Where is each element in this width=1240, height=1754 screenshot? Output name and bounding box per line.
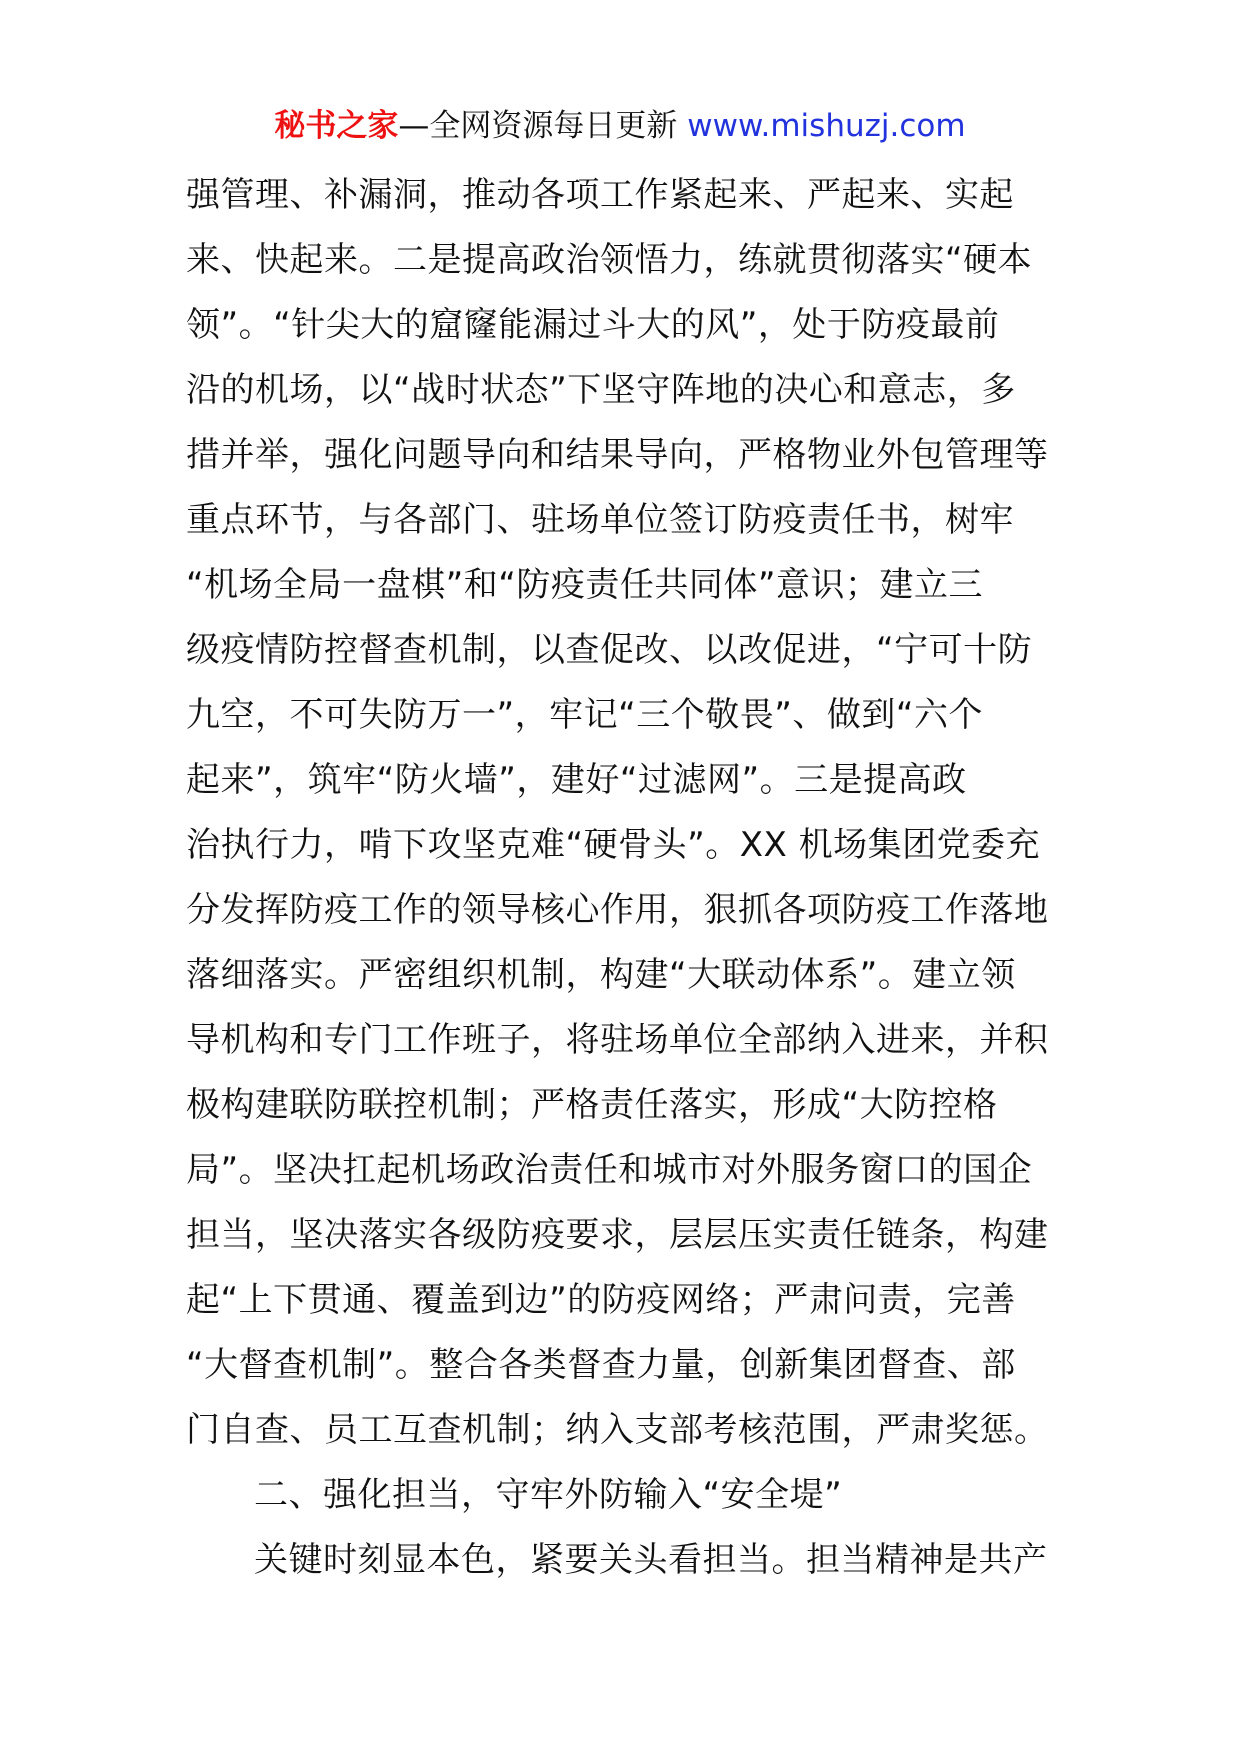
body-line: 极构建联防联控机制；严格责任落实，形成“大防控格 bbox=[186, 1085, 998, 1125]
body-line: 落细落实。严密组织机制，构建“大联动体系”。建立领 bbox=[186, 955, 1016, 995]
paragraph-start-line: 关键时刻显本色，紧要关头看担当。担当精神是共产 bbox=[254, 1540, 1048, 1580]
body-line: 九空，不可失防万一”，牢记“三个敬畏”、做到“六个 bbox=[186, 695, 983, 735]
header-brand: 秘书之家 bbox=[274, 108, 399, 144]
body-line: 起来”，筑牢“防火墙”，建好“过滤网”。三是提高政 bbox=[186, 760, 967, 800]
body-line: 重点环节，与各部门、驻场单位签订防疫责任书，树牢 bbox=[186, 500, 1014, 540]
body-line: 强管理、补漏洞，推动各项工作紧起来、严起来、实起 bbox=[186, 175, 1014, 215]
body-line: 来、快起来。二是提高政治领悟力，练就贯彻落实“硬本 bbox=[186, 240, 1033, 280]
page-header bbox=[0, 104, 1240, 148]
header-url-link[interactable]: www.mishuzj.com bbox=[687, 108, 966, 144]
body-line: 领”。“针尖大的窟窿能漏过斗大的风”，处于防疫最前 bbox=[186, 305, 1000, 345]
body-line: 级疫情防控督查机制，以查促改、以改促进，“宁可十防 bbox=[186, 630, 1033, 670]
body-line: “机场全局一盘棋”和“防疫责任共同体”意识；建立三 bbox=[186, 565, 983, 605]
body-line: 担当，坚决落实各级防疫要求，层层压实责任链条，构建 bbox=[186, 1215, 1049, 1255]
body-line: 沿的机场，以“战时状态”下坚守阵地的决心和意志，多 bbox=[186, 370, 1016, 410]
section-heading: 二、强化担当，守牢外防输入“安全堤” bbox=[254, 1475, 843, 1515]
body-text bbox=[186, 163, 1056, 1593]
body-line: 门自查、员工互查机制；纳入支部考核范围，严肃奖惩。 bbox=[186, 1410, 1049, 1450]
body-line: 导机构和专门工作班子，将驻场单位全部纳入进来，并积 bbox=[186, 1020, 1049, 1060]
body-line: “大督查机制”。整合各类督查力量，创新集团督查、部 bbox=[186, 1345, 1016, 1385]
body-line: 分发挥防疫工作的领导核心作用，狠抓各项防疫工作落地 bbox=[186, 890, 1049, 930]
body-line: 起“上下贯通、覆盖到边”的防疫网络；严肃问责，完善 bbox=[186, 1280, 1016, 1320]
header-tagline: —全网资源每日更新 bbox=[398, 108, 688, 144]
body-line: 措并举，强化问题导向和结果导向，严格物业外包管理等 bbox=[186, 435, 1049, 475]
body-line: 局”。坚决扛起机场政治责任和城市对外服务窗口的国企 bbox=[186, 1150, 1033, 1190]
body-line: 治执行力，啃下攻坚克难“硬骨头”。XX 机场集团党委充 bbox=[186, 825, 1041, 865]
